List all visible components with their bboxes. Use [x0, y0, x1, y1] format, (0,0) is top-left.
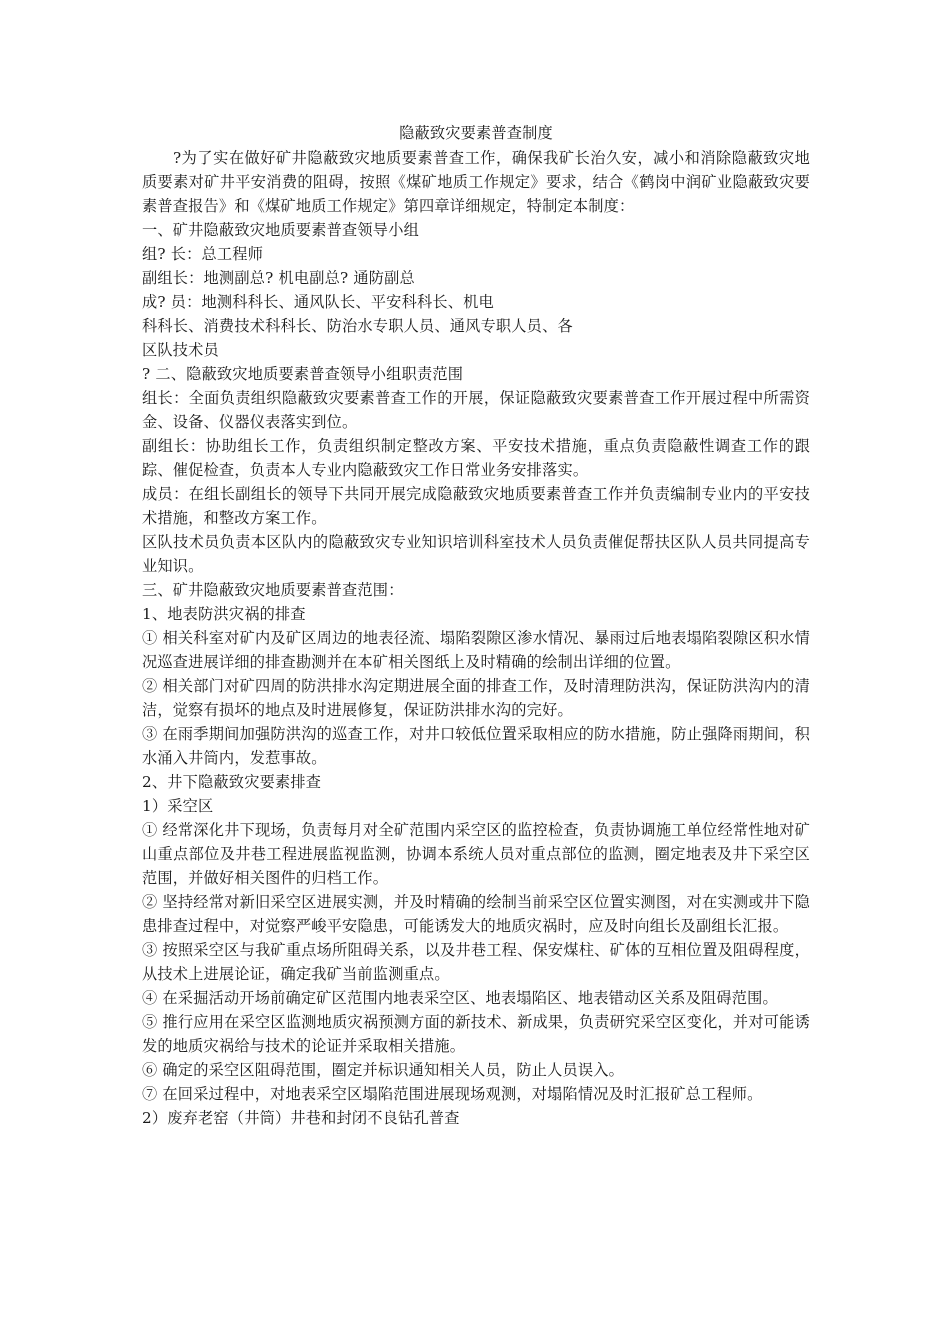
document-title: 隐蔽致灾要素普查制度 [399, 124, 553, 142]
subsection-underground: 2、井下隐蔽致灾要素排查 [142, 773, 322, 791]
members-line-cont: 科科长、消费技术科科长、防治水专职人员、通风专职人员、各 [142, 317, 573, 335]
subsection-surface-flood: 1、地表防洪灾祸的排查 [142, 605, 306, 623]
list-item: ① 相关科室对矿内及矿区周边的地表径流、塌陷裂隙区渗水情况、暴雨过后地表塌陷裂隙区积水情况巡查进展详细的排查勘测并在本矿相关图纸上及时精确的绘制出详细的位置。 [142, 629, 810, 671]
document-page [142, 121, 810, 1130]
subsection-abandoned-kilns: 2）废弃老窑（井筒）井巷和封闭不良钻孔普查 [142, 1109, 460, 1127]
list-item: ③ 在雨季期间加强防洪沟的巡查工作，对井口较低位置采取相应的防水措施，防止强降雨期间，积水涌入井筒内，发惹事故。 [142, 725, 810, 767]
list-item: ① 经常深化井下现场，负责每月对全矿范围内采空区的监控检查，负责协调施工单位经常性地对矿山重点部位及井巷工程进展监视监测，协调本系统人员对重点部位的监测，圈定地表及井下采空区范围，并做好相关图件的归档工作。 [142, 821, 810, 887]
list-item: ⑤ 推行应用在采空区监测地质灾祸预测方面的新技术、新成果，负责研究采空区变化，并对可能诱发的地质灾祸给与技术的论证并采取相关措施。 [142, 1013, 810, 1055]
list-item: ② 坚持经常对新旧采空区进展实测，并及时精确的绘制当前采空区位置实测图，对在实测或井下隐患排查过程中，对觉察严峻平安隐患，可能诱发大的地质灾祸时，应及时向组长及副组长汇报。 [142, 893, 810, 935]
list-item: ③ 按照采空区与我矿重点场所阻碍关系，以及井巷工程、保安煤柱、矿体的互相位置及阻碍程度，从技术上进展论证，确定我矿当前监测重点。 [142, 941, 810, 983]
duty-deputy: 副组长：协助组长工作，负责组织制定整改方案、平安技术措施，重点负责隐蔽性调查工作的跟踪、催促检查，负责本人专业内隐蔽致灾工作日常业务安排落实。 [142, 437, 810, 479]
members-line-end: 区队技术员 [142, 341, 219, 359]
duty-technicians: 区队技术员负责本区队内的隐蔽致灾专业知识培训科室技术人员负责催促帮扶区队人员共同提高专业知识。 [142, 533, 810, 575]
subsection-goaf: 1）采空区 [142, 797, 214, 815]
duty-leader: 组长：全面负责组织隐蔽致灾要素普查工作的开展，保证隐蔽致灾要素普查工作开展过程中所需资金、设备、仪器仪表落实到位。 [142, 389, 810, 431]
deputy-leader-line: 副组长：地测副总? 机电副总? 通防副总 [142, 269, 415, 287]
leader-line: 组? 长：总工程师 [142, 245, 264, 263]
section-heading-1: 一、矿井隐蔽致灾地质要素普查领导小组 [142, 221, 419, 239]
list-item: ② 相关部门对矿四周的防洪排水沟定期进展全面的排查工作，及时清理防洪沟，保证防洪沟内的清洁，觉察有损坏的地点及时进展修复，保证防洪排水沟的完好。 [142, 677, 810, 719]
list-item: ⑦ 在回采过程中，对地表采空区塌陷范围进展现场观测，对塌陷情况及时汇报矿总工程师。 [142, 1085, 763, 1103]
members-line: 成? 员：地测科科长、通风队长、平安科科长、机电 [142, 293, 494, 311]
list-item: ④ 在采掘活动开场前确定矿区范围内地表采空区、地表塌陷区、地表错动区关系及阻碍范围。 [142, 989, 778, 1007]
section-heading-2: ? 二、隐蔽致灾地质要素普查领导小组职责范围 [142, 365, 464, 383]
list-item: ⑥ 确定的采空区阻碍范围，圈定并标识通知相关人员，防止人员误入。 [142, 1061, 625, 1079]
duty-members: 成员：在组长副组长的领导下共同开展完成隐蔽致灾地质要素普查工作并负责编制专业内的平安技术措施，和整改方案工作。 [142, 485, 810, 527]
intro-paragraph: ?为了实在做好矿井隐蔽致灾地质要素普查工作，确保我矿长治久安，减小和消除隐蔽致灾地质要素对矿井平安消费的阻碍，按照《煤矿地质工作规定》要求，结合《鹤岗中润矿业隐蔽致灾要素普查报告》和《煤矿地质工作规定》第四章详细规定，特制定本制度： [142, 149, 810, 215]
section-heading-3: 三、矿井隐蔽致灾地质要素普查范围： [142, 581, 404, 599]
